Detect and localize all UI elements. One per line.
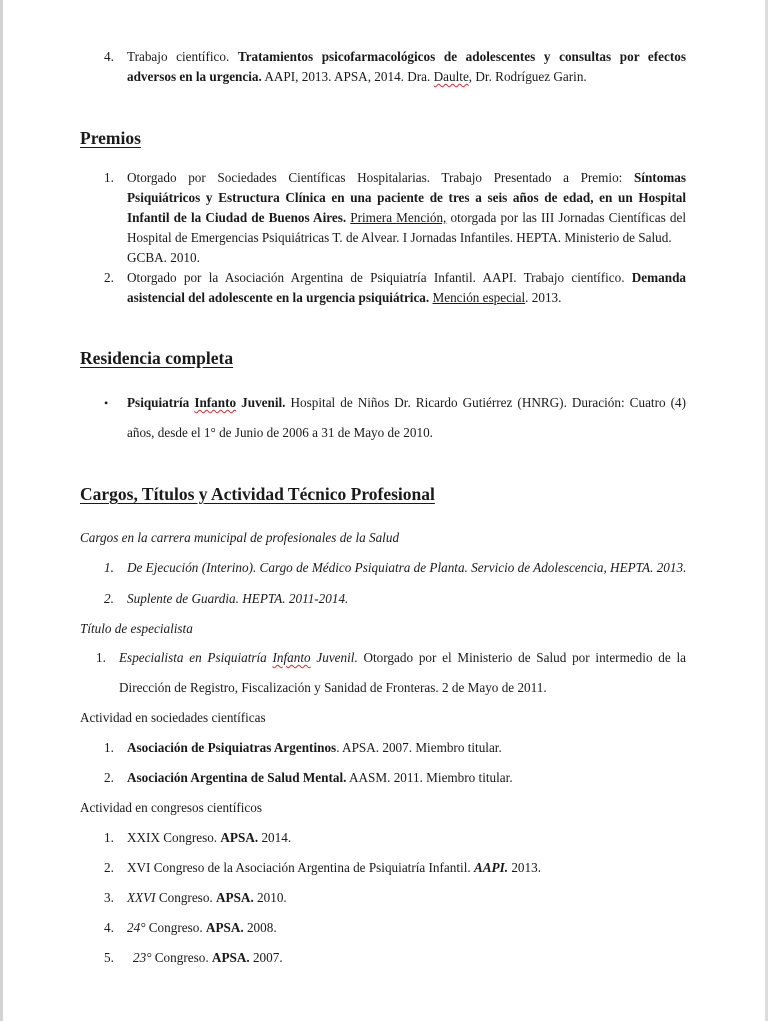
congreso-4-year: 2008. [243, 920, 277, 935]
residencia-line-1 [127, 393, 686, 414]
trabajo-4-tail: AAPI, 2013. APSA, 2014. Dra. [261, 69, 434, 84]
congreso-4 [127, 918, 686, 939]
sociedad-2-detail: AASM. 2011. Miembro titular. [346, 770, 513, 785]
congreso-5-number: 23° [133, 950, 152, 965]
cargos-heading: Cargos, Títulos y Actividad Técnico Profesional [80, 484, 435, 504]
cargos-subheading: Cargos en la carrera municipal de profesionales de la Salud [80, 530, 400, 545]
residencia-title-word: Infanto [194, 395, 237, 410]
premios-heading: Premios [80, 128, 141, 148]
congreso-2 [127, 858, 686, 879]
premio-2-mention: Mención especial [432, 290, 526, 305]
premio-2-line-2 [127, 288, 686, 309]
titulo-1-title-end: Juvenil. [310, 650, 358, 665]
list-number: 1. [104, 740, 114, 755]
premio-1-line-2 [127, 188, 686, 209]
trabajo-4-author: Daulte [433, 69, 469, 84]
premio-2-title: Demanda [631, 270, 686, 285]
list-number: 3. [104, 890, 114, 905]
list-number: 5. [104, 950, 114, 965]
list-number: 2. [104, 270, 114, 285]
sociedades-subheading: Actividad en sociedades científicas [80, 710, 266, 725]
list-number: 4. [104, 49, 114, 64]
titulo-1-detail: Otorgado por el Ministerio de Salud por intermedio de la [357, 650, 686, 665]
titulo-1-line-1 [119, 648, 686, 669]
congreso-3-year: 2010. [253, 890, 287, 905]
list-number: 1. [104, 560, 114, 575]
premio-1-title: Síntomas [633, 170, 686, 185]
sociedad-2 [127, 768, 686, 789]
congreso-4-org: APSA. [205, 920, 244, 935]
sociedad-1-detail: . APSA. 2007. Miembro titular. [336, 740, 502, 755]
congreso-1 [127, 828, 686, 849]
congreso-3 [127, 888, 686, 909]
premio-2-line-1 [127, 268, 686, 289]
residencia-title-end: Juvenil. [236, 395, 286, 410]
premio-2-text: Otorgado por la Asociación Argentina de Psiquiatría Infantil. AAPI. Trabajo científico. [127, 270, 632, 285]
list-number: 1. [104, 830, 114, 845]
premio-1-mention: Primera Mención, [350, 210, 447, 225]
premio-1-text: Otorgado por Sociedades Científicas Hospitalarias. Trabajo Presentado a Premio: [127, 170, 634, 185]
list-number: 2. [104, 770, 114, 785]
trabajo-4-title: Tratamientos psicofarmacológicos de adolescentes y consultas por efectos [237, 49, 687, 64]
congreso-4-number: 24° [127, 920, 146, 935]
premio-1-tail: otorgada por las III Jornadas Científicas del [446, 210, 687, 225]
congreso-4-name: Congreso. [145, 920, 206, 935]
titulo-1-line-2: Dirección de Registro, Fiscalización y Sanidad de Fronteras. 2 de Mayo de 2011. [119, 680, 547, 695]
congreso-3-name: Congreso. [155, 890, 217, 905]
residencia-line-2: años, desde el 1° de Junio de 2006 a 31 de Mayo de 2010. [127, 425, 433, 440]
congreso-1-year: 2014. [258, 830, 292, 845]
trabajo-4-prefix: Trabajo científico. [127, 49, 238, 64]
premio-1-line-3 [127, 208, 686, 229]
congreso-2-year: 2013. [508, 860, 541, 875]
list-number: 2. [104, 860, 114, 875]
cargo-1: De Ejecución (Interino). Cargo de Médico Psiquiatra de Planta. Servicio de Adolescencia, HEPTA. 2013. [127, 560, 687, 575]
residencia-detail: Hospital de Niños Dr. Ricardo Gutiérrez (HNRG). Duración: Cuatro (4) [285, 395, 686, 410]
congreso-3-org: APSA. [216, 890, 254, 905]
sociedad-1-name: Asociación de Psiquiatras Argentinos [127, 740, 337, 755]
titulo-subheading: Título de especialista [80, 621, 193, 636]
premio-2-title-cont: asistencial del adolescente en la urgencia psiquiátrica. [127, 290, 430, 305]
list-number: 1. [96, 650, 106, 665]
list-number: 2. [104, 591, 114, 606]
congreso-5-year: 2007. [249, 950, 283, 965]
trabajo-4-line-1 [127, 47, 686, 68]
residencia-heading: Residencia completa [80, 348, 234, 368]
cargo-2: Suplente de Guardia. HEPTA. 2011-2014. [127, 591, 349, 606]
congresos-subheading: Actividad en congresos científicos [80, 800, 263, 815]
premio-1-line-1 [127, 168, 686, 189]
titulo-1-title: Especialista en Psiquiatría [119, 650, 273, 665]
premio-1-title-cont: Psiquiátricos y Estructura Clínica en una paciente de tres a seis años de edad, en un Hospital [127, 190, 686, 205]
congreso-3-number: XXVI [127, 890, 156, 905]
list-number: 1. [104, 170, 114, 185]
premio-1-line-5: GCBA. 2010. [127, 250, 200, 265]
congreso-5-org: APSA. [211, 950, 250, 965]
titulo-1-title-word: Infanto [272, 650, 311, 665]
trabajo-4-line-2 [127, 67, 686, 88]
congreso-2-name: XVI Congreso de la Asociación Argentina de Psiquiatría Infantil. [127, 860, 474, 875]
trabajo-4-title-cont: adversos en la urgencia. [127, 69, 262, 84]
bullet-icon: • [104, 396, 109, 410]
residencia-title: Psiquiatría [127, 395, 195, 410]
sociedad-2-name: Asociación Argentina de Salud Mental. [127, 770, 347, 785]
congreso-5 [133, 948, 686, 969]
premio-1-title-end: Infantil de la Ciudad de Buenos Aires. [127, 210, 347, 225]
list-number: 4. [104, 920, 114, 935]
congreso-5-name: Congreso. [151, 950, 212, 965]
congreso-2-org: AAPI. [473, 860, 509, 875]
premio-1-line-4: Hospital de Emergencias Psiquiátricas T. de Alvear. I Jornadas Infantiles. HEPTA. Ministerio de Salud. [127, 230, 672, 245]
trabajo-4-tail-b: , Dr. Rodríguez Garin. [468, 69, 587, 84]
congreso-1-org: APSA. [220, 830, 259, 845]
congreso-1-name: XXIX Congreso. [127, 830, 221, 845]
premio-2-tail: . 2013. [525, 290, 562, 305]
sociedad-1 [127, 738, 686, 759]
